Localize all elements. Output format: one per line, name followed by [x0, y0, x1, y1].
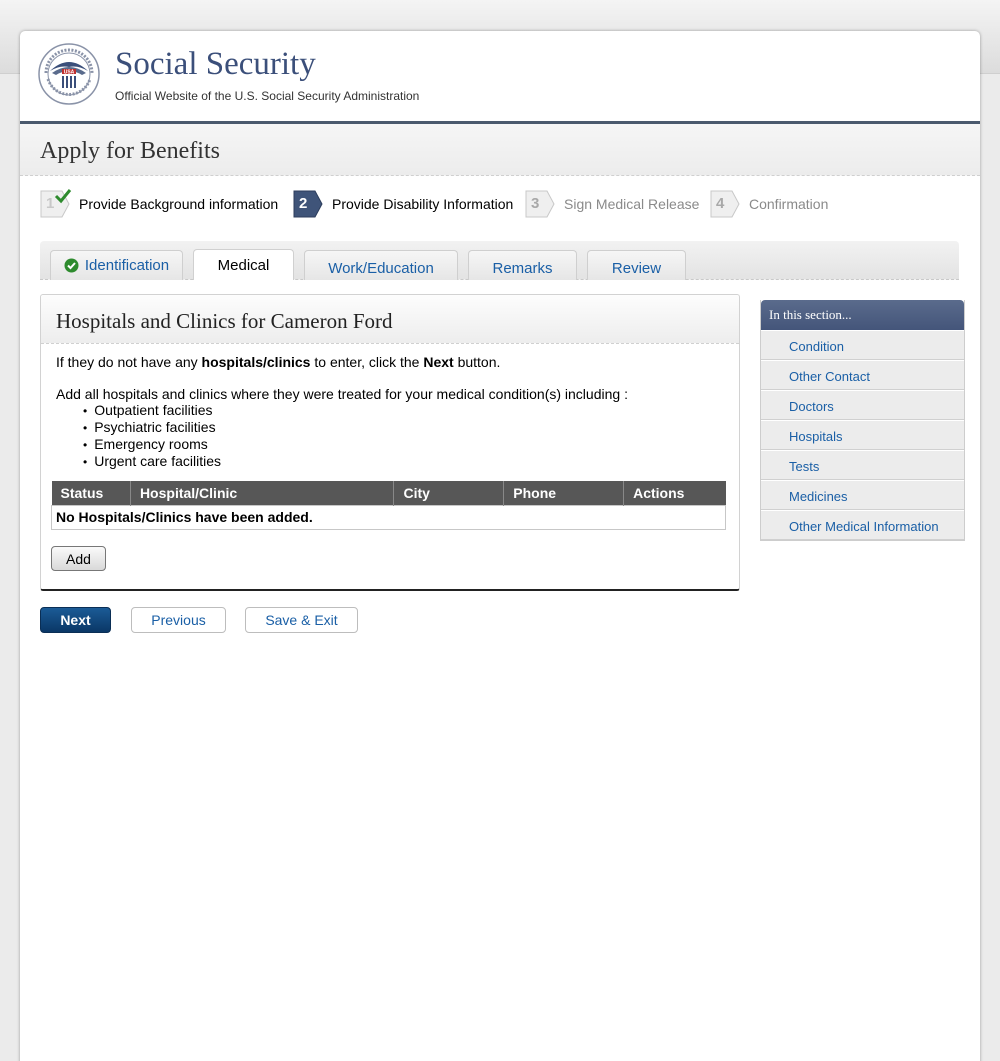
step-badge-done — [40, 190, 70, 218]
site-title[interactable]: Social Security — [115, 46, 316, 82]
ssa-seal-logo[interactable] — [38, 43, 100, 105]
sidebar-item-condition[interactable]: Condition — [761, 330, 964, 360]
check-circle-icon — [64, 258, 79, 273]
table-row — [52, 505, 726, 529]
instructions-text: If they do not have any — [56, 354, 202, 370]
step-background-info — [40, 187, 278, 221]
instructions-text: button. — [453, 354, 501, 370]
page-title-band — [20, 124, 980, 176]
list-item: • Psychiatric facilities — [83, 419, 221, 436]
tab-work-education[interactable] — [304, 250, 458, 280]
empty-table-message: No Hospitals/Clinics have been added. — [52, 505, 726, 529]
step-label: Sign Medical Release — [564, 196, 700, 212]
list-item: • Emergency rooms — [83, 436, 221, 453]
site-subtitle: Official Website of the U.S. Social Security Administration — [115, 89, 420, 103]
column-header-phone: Phone — [504, 481, 624, 505]
tab-label: Review — [611, 259, 662, 277]
progress-steps — [40, 187, 970, 221]
previous-button[interactable]: Previous — [131, 607, 226, 633]
tab-label: Identification — [84, 257, 170, 274]
step-label: Provide Disability Information — [332, 196, 514, 212]
sidebar-heading: In this section... — [761, 300, 964, 330]
step-number: 4 — [716, 195, 725, 212]
column-header-actions: Actions — [624, 481, 726, 505]
tab-medical[interactable] — [193, 249, 294, 280]
checkmark-icon — [54, 188, 72, 204]
tab-label: Remarks — [492, 259, 553, 277]
instructions-bold: Next — [423, 354, 454, 370]
hospitals-table — [51, 481, 726, 530]
tab-review[interactable] — [587, 250, 686, 280]
sidebar-item-medicines[interactable]: Medicines — [761, 480, 964, 510]
tab-remarks[interactable] — [468, 250, 577, 280]
instructions-list-intro: Add all hospitals and clinics where they were treated for your medical condition(s) including : — [56, 386, 628, 402]
column-header-status: Status — [52, 481, 131, 505]
tab-identification[interactable] — [50, 250, 183, 280]
step-number: 2 — [299, 195, 308, 212]
list-item: • Outpatient facilities — [83, 402, 221, 419]
step-number: 3 — [531, 195, 540, 212]
save-exit-button[interactable]: Save & Exit — [245, 607, 358, 633]
column-header-city: City — [394, 481, 504, 505]
section-tabs — [40, 241, 959, 280]
sidebar-item-tests[interactable]: Tests — [761, 450, 964, 480]
next-button[interactable]: Next — [40, 607, 111, 633]
instructions-text: to enter, click the — [310, 354, 424, 370]
step-medical-release — [525, 187, 699, 221]
facility-type-list — [83, 402, 221, 470]
sidebar-item-other-contact[interactable]: Other Contact — [761, 360, 964, 390]
step-badge-current — [293, 190, 323, 218]
instructions-bold: hospitals/clinics — [201, 354, 311, 370]
step-badge-todo — [525, 190, 555, 218]
site-header — [20, 31, 980, 124]
column-header-hospital: Hospital/Clinic — [130, 481, 394, 505]
sidebar-item-doctors[interactable]: Doctors — [761, 390, 964, 420]
instructions — [56, 354, 500, 370]
step-badge-todo — [710, 190, 740, 218]
page-container — [20, 31, 980, 1061]
page-title: Apply for Benefits — [40, 138, 220, 164]
hospitals-panel — [40, 294, 740, 591]
list-item: • Urgent care facilities — [83, 453, 221, 470]
step-number: 1 — [46, 195, 55, 212]
svg-text:USA: USA — [63, 69, 75, 76]
tab-label: Work/Education — [328, 259, 434, 277]
step-label: Confirmation — [749, 196, 829, 212]
step-disability-info — [293, 187, 513, 221]
sidebar-item-hospitals[interactable]: Hospitals — [761, 420, 964, 450]
tab-label: Medical — [217, 256, 270, 274]
add-hospital-button[interactable]: Add — [51, 546, 106, 571]
section-sidebar — [760, 300, 965, 541]
step-confirmation — [710, 187, 828, 221]
sidebar-item-other-medical-info[interactable]: Other Medical Information — [761, 510, 964, 540]
panel-title: Hospitals and Clinics for Cameron Ford — [56, 309, 393, 333]
step-label: Provide Background information — [79, 196, 279, 212]
